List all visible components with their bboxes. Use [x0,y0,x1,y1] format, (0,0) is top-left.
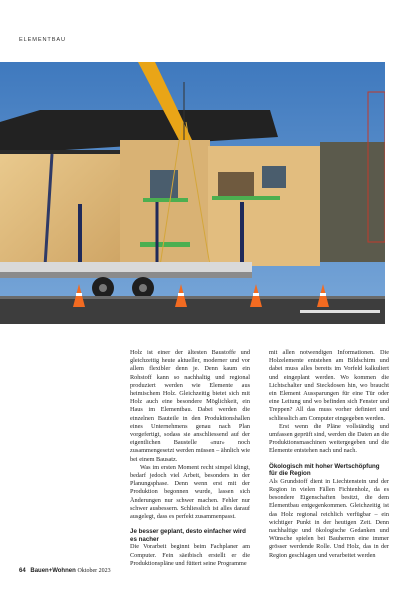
paragraph: Was im ersten Moment recht simpel klingt, bedarf jedoch viel Arbeit, besonders in der Planungsphase. Denn wenn erst mit der Produktion begonnen wurde, lassen sich Änderungen nur schwer machen. Fehler nur schwer ausbessern. Schliesslich ist alles darauf ausgelegt, dass es perfekt zusammenpasst. [130,463,250,521]
magazine-name: Bauen+Wohnen [30,568,76,574]
paragraph: mit allen notwendigen Informationen. Die Holzelemente entstehen am Bildschirm und dabei muss alles bereits im Vorfeld kalkuliert und eingeplant werden. Wo kommen die Lichtschalter und Steckdosen hin, wo braucht ein Element Aussparungen für eine Tür oder eine Leitung und wo befinden sich Fenster und Treppen? All das muss vorher definiert und schliesslich am Computer eingegeben werden. [269,349,389,422]
construction-site-photo [0,62,385,324]
article-column-right [269,349,389,560]
article-column-left [130,349,250,568]
subheading: Je besser geplant, desto einfacher wird es nacher [130,528,246,543]
paragraph: Als Grundstoff dient in Liechtenstein und der Region in vielen Fällen Fichtenholz, da es besondere Eigenschaften besitzt, die dem Elementbau entgegenkommen. Gleichzeitig ist das Holz regional reichlich verfügbar – ein wichtiger Punkt in der heutigen Zeit. Denn nachhaltige und ökologische Gedanken und Wünsche spielen bei Bauherren eine immer grösser werdende Rolle. Und Holz, das in der Region geschlagen und verarbeitet werden [269,477,389,559]
section-label: ELEMENTBAU [19,37,66,43]
issue-date: Oktober 2023 [77,568,111,574]
page-footer [19,568,111,574]
subheading: Ökologisch mit hoher Wertschöpfung für die Region [269,462,380,478]
paragraph: Erst wenn die Pläne vollständig und umfassen geprüft sind, werden die Daten an die Produktionsmaschinen weitergegeben und die Elemente entstehen nach und nach. [269,422,389,455]
paragraph: Holz ist einer der ältesten Baustoffe und gleichzeitig heute aktueller, moderner und vor allem flexibler denn je. Denn kaum ein Rohstoff kann so nachhaltig und regional produziert werden wie Elemente aus heimischem Holz. Gleichzeitig bietet sich mit Holz auch eine besondere Möglichkeit, ein Haus im Elementbau. Dabei werden die einzelnen Bauteile in den Produktionshallen eines Unternehmens genau nach Plan vorgefertigt, sodass sie anschliessend auf der eigentlichen Baustelle «nur» noch zusammengesetzt werden müssen – ähnlich wie bei einem Bausatz. [130,349,250,463]
page-number: 64 [19,568,26,574]
paragraph: Die Vorarbeit beginnt beim Fachplaner am Computer. Fein säeibisch erstellt er die Produktionspläne und füttert seine Programme [130,543,250,567]
